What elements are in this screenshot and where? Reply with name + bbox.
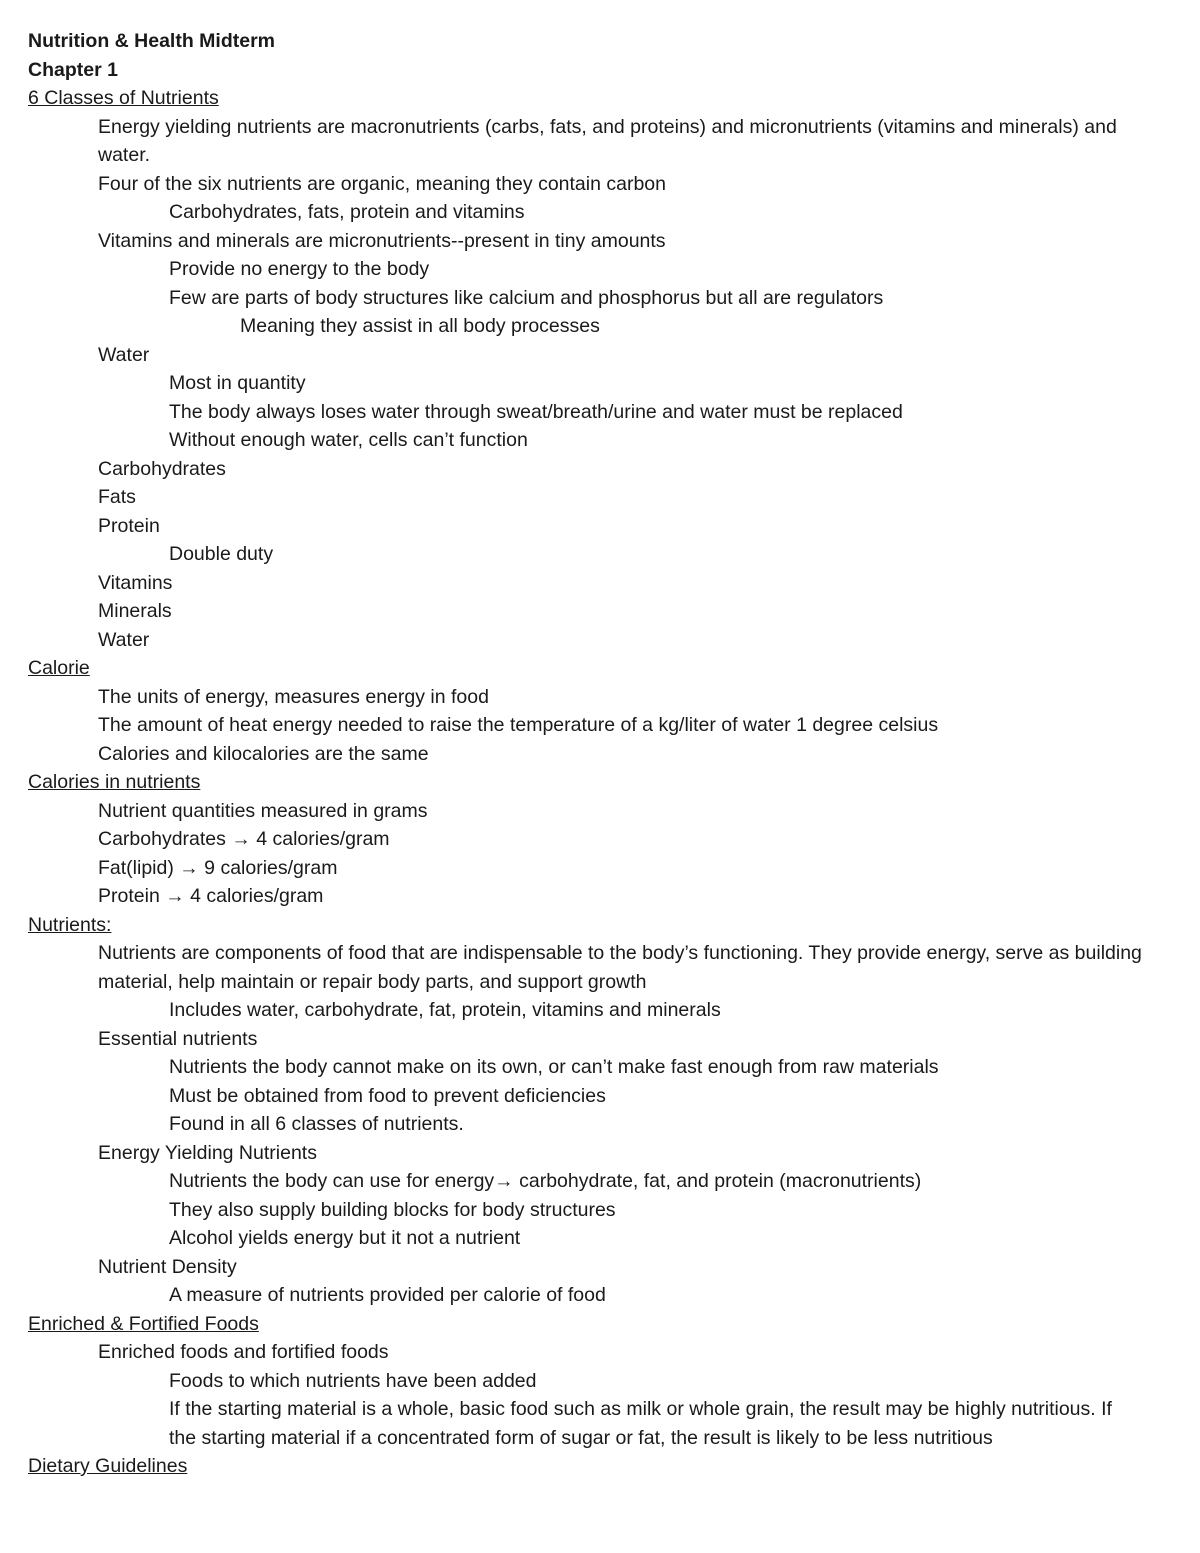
list-item (28, 597, 1160, 626)
list-item-text: Provide no energy to the body (169, 258, 430, 280)
list-item-text: Water (98, 343, 150, 366)
list-item (28, 398, 1160, 427)
list-item-text: A measure of nutrients provided per calorie of food (169, 1284, 606, 1306)
list-item-text: The amount of heat energy needed to raise the temperature of a kg/liter of water 1 degree celsius (98, 714, 939, 736)
list-item-text: The body always loses water through sweat/breath/urine and water must be replaced (169, 400, 903, 423)
list-item (28, 170, 1160, 199)
list-item-text: Nutrient Density (98, 1255, 237, 1278)
list-item-text: Essential nutrients (98, 1027, 258, 1050)
list-item-text: Fat(lipid) → 9 calories/gram (98, 856, 338, 879)
list-item (28, 312, 1160, 341)
list-item (28, 455, 1160, 484)
list-item (28, 711, 1158, 740)
list-item (28, 740, 1160, 769)
list-item-text: Vitamins and minerals are micronutrients--present in tiny amounts (98, 229, 666, 252)
list-item-text: Found in all 6 classes of nutrients. (169, 1113, 464, 1135)
list-item-text: Meaning they assist in all body processes (240, 315, 600, 337)
list-item-text: Foods to which nutrients have been added (169, 1369, 537, 1392)
list-item-text: If the starting material is a whole, basic food such as milk or whole grain, the result may be highly nutritious. If the starting material if a concentrated form of sugar or fat, the result is likely to be less nutritious (169, 1398, 1112, 1449)
list-item (28, 255, 1160, 284)
list-item (28, 1139, 1160, 1168)
list-item (28, 939, 1158, 996)
list-item-text: Includes water, carbohydrate, fat, protein, vitamins and minerals (169, 999, 721, 1021)
list-item (28, 512, 1160, 541)
list-item (28, 683, 1160, 712)
list-item (28, 1338, 1160, 1367)
list-item-text: Nutrients are components of food that are indispensable to the body’s functioning. They provide energy, serve as building material, help maintain or repair body parts, and support growth (98, 942, 1142, 993)
list-item (28, 369, 1160, 398)
list-item (28, 540, 1160, 569)
list-item-text: Carbohydrates (98, 457, 226, 480)
list-item-text: Carbohydrates, fats, protein and vitamins (169, 201, 525, 223)
list-item (28, 1224, 1160, 1253)
list-item (28, 227, 1160, 256)
list-item (28, 569, 1160, 598)
list-item (28, 882, 1160, 911)
list-item (28, 1053, 1160, 1082)
list-item (28, 483, 1160, 512)
list-item-text: Energy yielding nutrients are macronutrients (carbs, fats, and proteins) and micronutrients (vitamins and minerals) and water. (98, 115, 1117, 166)
list-item-text: Alcohol yields energy but it not a nutrient (169, 1227, 521, 1249)
document-title: Nutrition & Health Midterm (28, 30, 275, 52)
list-item (28, 996, 1160, 1025)
list-item-text: Vitamins (98, 571, 173, 594)
list-item-text: Water (98, 628, 150, 651)
list-item-text: Nutrients the body can use for energy→ carbohydrate, fat, and protein (macronutrients) (169, 1170, 922, 1192)
list-item-text: Enriched foods and fortified foods (98, 1341, 389, 1363)
list-item-text: Fats (98, 486, 136, 508)
section-heading: Nutrients: (28, 913, 112, 936)
list-item (28, 1196, 1160, 1225)
list-item (28, 341, 1160, 370)
list-item (28, 854, 1160, 883)
list-item (28, 198, 1160, 227)
list-item-text: Double duty (169, 543, 274, 565)
list-item (28, 626, 1160, 655)
list-item (28, 1281, 1160, 1310)
list-item-text: Few are parts of body structures like calcium and phosphorus but all are regulators (169, 286, 884, 309)
list-item-text: The units of energy, measures energy in food (98, 685, 489, 708)
list-item (28, 1025, 1160, 1054)
document-body (28, 84, 1160, 1481)
list-item (28, 825, 1160, 854)
list-item (28, 426, 1160, 455)
list-item-text: Must be obtained from food to prevent deficiencies (169, 1084, 606, 1107)
list-item-text: Protein → 4 calories/gram (98, 885, 324, 907)
list-item-text: Minerals (98, 600, 172, 622)
list-item (28, 113, 1158, 170)
list-item (28, 1082, 1160, 1111)
list-item-text: Nutrient quantities measured in grams (98, 799, 428, 822)
list-item-text: Carbohydrates → 4 calories/gram (98, 828, 390, 850)
section-heading: 6 Classes of Nutrients (28, 87, 219, 109)
list-item (28, 1253, 1160, 1282)
list-item (28, 1167, 1160, 1196)
list-item (28, 1110, 1160, 1139)
section-heading: Dietary Guidelines (28, 1455, 188, 1477)
list-item-text: Four of the six nutrients are organic, meaning they contain carbon (98, 172, 666, 195)
list-item-text: Calories and kilocalories are the same (98, 742, 429, 765)
chapter-heading: Chapter 1 (28, 58, 118, 81)
list-item-text: They also supply building blocks for body structures (169, 1198, 616, 1221)
list-item-text: Most in quantity (169, 372, 306, 394)
section-heading: Calories in nutrients (28, 771, 201, 793)
list-item (28, 1367, 1160, 1396)
section-heading: Enriched & Fortified Foods (28, 1312, 259, 1335)
list-item-text: Energy Yielding Nutrients (98, 1141, 317, 1164)
section-heading: Calorie (28, 657, 90, 679)
list-item (28, 284, 1160, 313)
list-item-text: Nutrients the body cannot make on its own, or can’t make fast enough from raw materials (169, 1056, 939, 1078)
list-item-text: Protein (98, 514, 160, 537)
list-item (28, 797, 1160, 826)
list-item-text: Without enough water, cells can’t function (169, 429, 528, 451)
list-item (28, 1395, 1139, 1452)
